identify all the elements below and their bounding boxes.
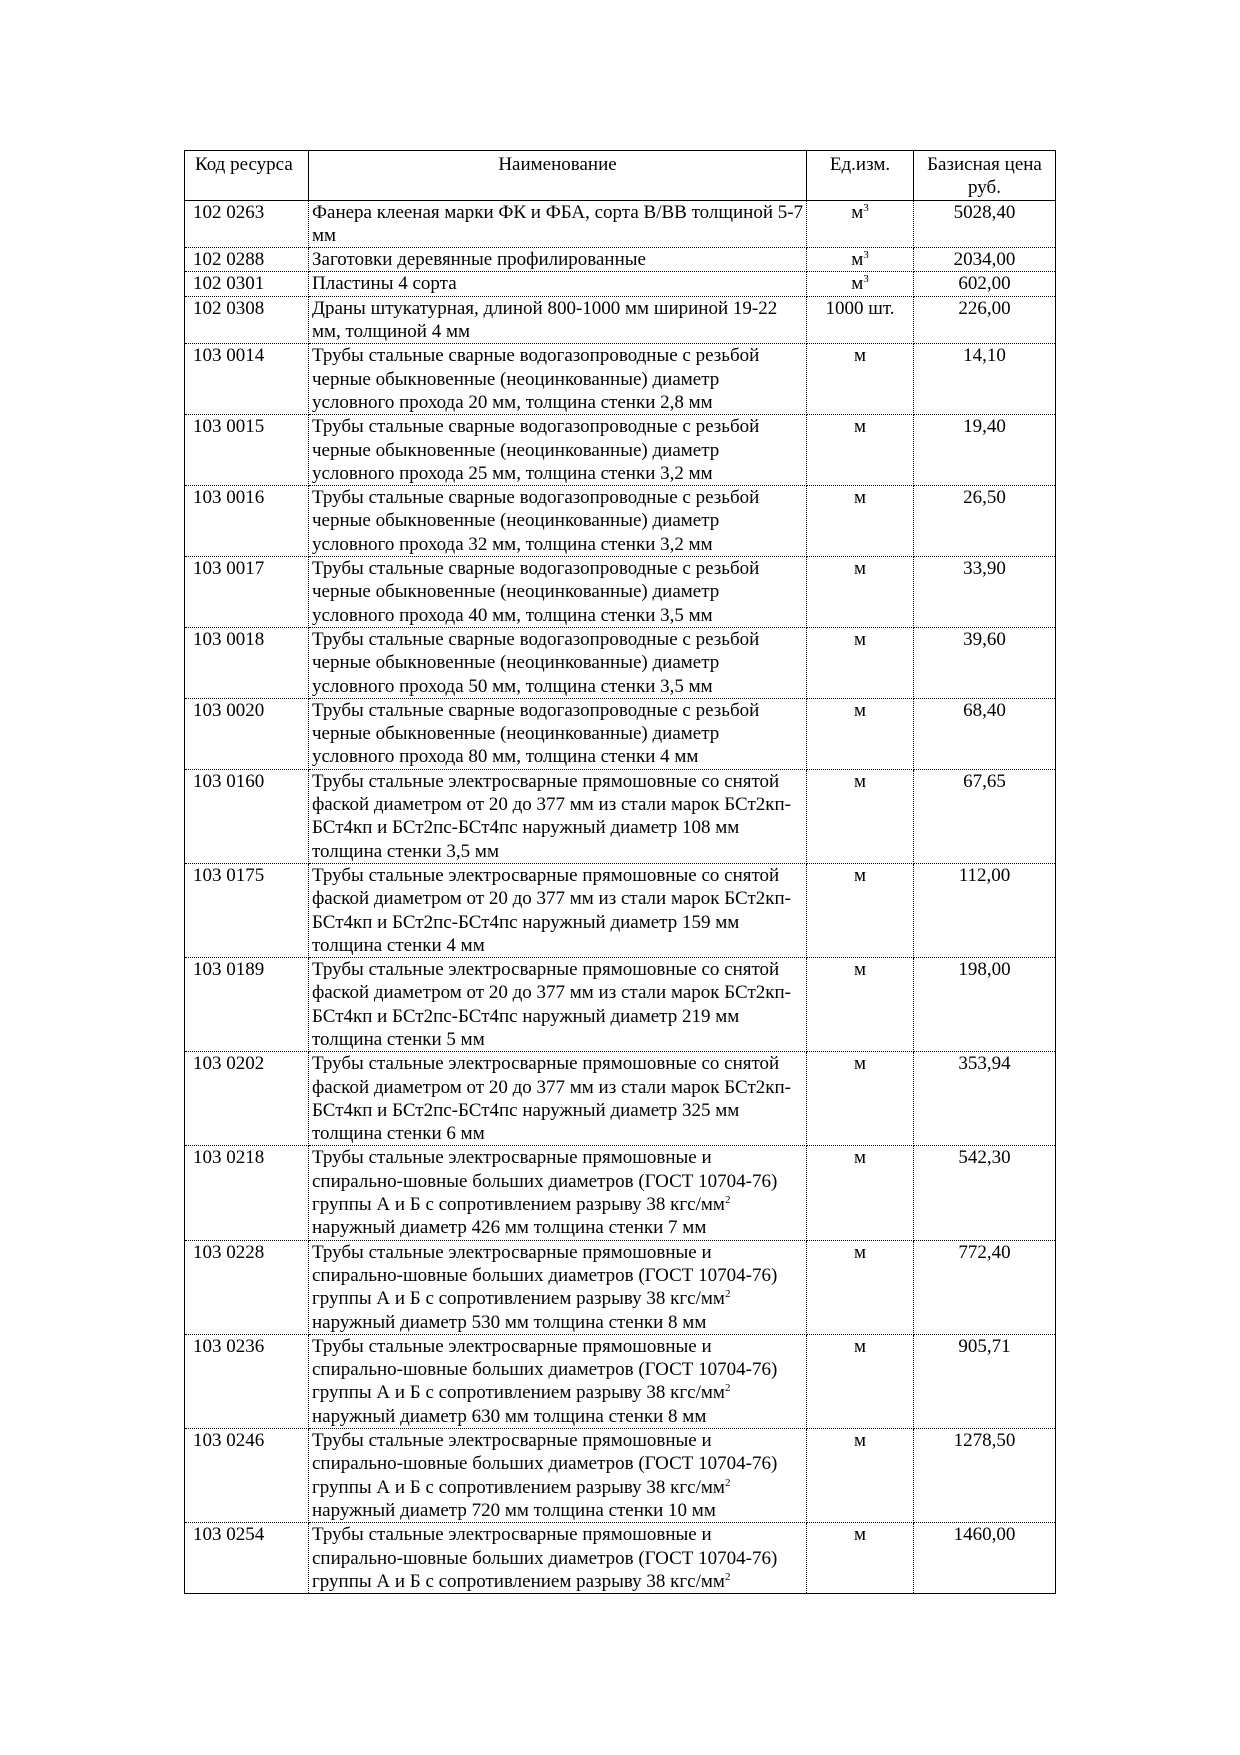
table-row bbox=[185, 863, 1056, 957]
cell-code: 102 0263 bbox=[185, 200, 309, 248]
cell-price: 542,30 bbox=[914, 1146, 1056, 1240]
table-row bbox=[185, 415, 1056, 486]
cell-unit bbox=[807, 248, 914, 272]
cell-name: Трубы стальные сварные водогазопроводные с резьбой черные обыкновенные (неоцинкованные) диаметр условного прохода 25 мм, толщина стенки 3,2 мм bbox=[309, 415, 807, 486]
header-name: Наименование bbox=[309, 151, 807, 201]
cell-code: 103 0218 bbox=[185, 1146, 309, 1240]
cell-price: 1278,50 bbox=[914, 1429, 1056, 1523]
cell-name-text: Трубы стальные электросварные прямошовные и спирально-шовные больших диаметров (ГОСТ 10704-76) группы А и Б с сопротивлением разрыву 38 кгс/мм bbox=[312, 1335, 778, 1404]
cell-name: Трубы стальные сварные водогазопроводные с резьбой черные обыкновенные (неоцинкованные) диаметр условного прохода 20 мм, толщина стенки 2,8 мм bbox=[309, 344, 807, 415]
cell-price: 905,71 bbox=[914, 1334, 1056, 1428]
cell-price: 2034,00 bbox=[914, 248, 1056, 272]
cell-unit-text: м bbox=[851, 201, 864, 223]
cell-price: 1460,00 bbox=[914, 1523, 1056, 1594]
table-row bbox=[185, 296, 1056, 344]
cell-unit bbox=[807, 415, 914, 486]
cell-unit-text: м bbox=[853, 416, 867, 438]
cell-code: 103 0254 bbox=[185, 1523, 309, 1594]
cell-price: 226,00 bbox=[914, 296, 1056, 344]
resource-price-table bbox=[184, 150, 1056, 1594]
table-row bbox=[185, 958, 1056, 1052]
table-header-row bbox=[185, 151, 1056, 201]
cell-code: 102 0301 bbox=[185, 272, 309, 296]
cell-unit-text: м bbox=[853, 558, 867, 580]
cell-price: 68,40 bbox=[914, 698, 1056, 769]
cell-code: 103 0020 bbox=[185, 698, 309, 769]
cell-unit-text: м bbox=[853, 1053, 867, 1075]
table-body bbox=[185, 200, 1056, 1594]
cell-price: 19,40 bbox=[914, 415, 1056, 486]
cell-name bbox=[309, 1146, 807, 1240]
cell-unit-text: м bbox=[853, 864, 867, 886]
cell-name-superscript: 2 bbox=[724, 1570, 731, 1583]
cell-name: Трубы стальные электросварные прямошовные со снятой фаской диаметром от 20 до 377 мм из стали марок БСт2кп-БСт4кп и БСт2пс-БСт4пс наружный диаметр 325 мм толщина стенки 6 мм bbox=[309, 1052, 807, 1146]
cell-name: Фанера клееная марки ФК и ФБА, сорта В/ВВ толщиной 5-7 мм bbox=[309, 200, 807, 248]
cell-unit bbox=[807, 1052, 914, 1146]
table-row bbox=[185, 1240, 1056, 1334]
table-row bbox=[185, 200, 1056, 248]
cell-name-text: Трубы стальные электросварные прямошовные и спирально-шовные больших диаметров (ГОСТ 10704-76) группы А и Б с сопротивлением разрыву 38 кгс/мм bbox=[312, 1430, 778, 1498]
cell-code: 103 0228 bbox=[185, 1240, 309, 1334]
cell-name bbox=[309, 1523, 807, 1594]
table-row bbox=[185, 698, 1056, 769]
table-row bbox=[185, 344, 1056, 415]
cell-unit bbox=[807, 486, 914, 557]
cell-unit bbox=[807, 1523, 914, 1594]
cell-price: 5028,40 bbox=[914, 200, 1056, 248]
cell-price: 67,65 bbox=[914, 769, 1056, 863]
cell-unit bbox=[807, 344, 914, 415]
cell-unit-text: м bbox=[853, 487, 867, 509]
cell-price: 112,00 bbox=[914, 863, 1056, 957]
cell-name: Пластины 4 сорта bbox=[309, 272, 807, 296]
cell-code: 103 0015 bbox=[185, 415, 309, 486]
cell-code: 103 0202 bbox=[185, 1052, 309, 1146]
cell-code: 103 0175 bbox=[185, 863, 309, 957]
cell-unit bbox=[807, 698, 914, 769]
cell-price: 26,50 bbox=[914, 486, 1056, 557]
cell-unit bbox=[807, 1429, 914, 1523]
table-row bbox=[185, 1429, 1056, 1523]
cell-unit-text: м bbox=[853, 1241, 867, 1263]
cell-name bbox=[309, 1334, 807, 1428]
table-row bbox=[185, 1146, 1056, 1240]
table-row bbox=[185, 486, 1056, 557]
cell-name: Трубы стальные сварные водогазопроводные с резьбой черные обыкновенные (неоцинкованные) диаметр условного прохода 50 мм, толщина стенки 3,5 мм bbox=[309, 627, 807, 698]
cell-name-text: Трубы стальные электросварные прямошовные и спирально-шовные больших диаметров (ГОСТ 10704-76) группы А и Б с сопротивлением разрыву 38 кгс/мм bbox=[312, 1147, 778, 1216]
cell-price: 33,90 bbox=[914, 557, 1056, 628]
cell-name: Трубы стальные сварные водогазопроводные с резьбой черные обыкновенные (неоцинкованные) диаметр условного прохода 32 мм, толщина стенки 3,2 мм bbox=[309, 486, 807, 557]
cell-unit-text: м bbox=[853, 628, 867, 650]
cell-code: 103 0018 bbox=[185, 627, 309, 698]
cell-unit-text: м bbox=[851, 273, 864, 295]
cell-unit-superscript: 3 bbox=[863, 273, 869, 286]
cell-name: Трубы стальные электросварные прямошовные со снятой фаской диаметром от 20 до 377 мм из стали марок БСт2кп-БСт4кп и БСт2пс-БСт4пс наружный диаметр 219 мм толщина стенки 5 мм bbox=[309, 958, 807, 1052]
header-price: Базисная цена руб. bbox=[914, 151, 1056, 201]
cell-unit-text: м bbox=[853, 959, 867, 981]
cell-name-text-continued: наружный диаметр 530 мм толщина стенки 8 мм bbox=[312, 1311, 707, 1333]
cell-price: 772,40 bbox=[914, 1240, 1056, 1334]
cell-unit bbox=[807, 1240, 914, 1334]
header-unit: Ед.изм. bbox=[807, 151, 914, 201]
cell-name: Драны штукатурная, длиной 800-1000 мм шириной 19-22 мм, толщиной 4 мм bbox=[309, 296, 807, 344]
cell-name-text-continued: наружный диаметр 630 мм толщина стенки 8 мм bbox=[312, 1405, 707, 1427]
cell-unit-text: м bbox=[853, 1430, 867, 1452]
cell-name: Трубы стальные сварные водогазопроводные с резьбой черные обыкновенные (неоцинкованные) диаметр условного прохода 80 мм, толщина стенки 4 мм bbox=[309, 698, 807, 769]
cell-unit-superscript: 3 bbox=[863, 201, 869, 214]
cell-unit-text: м bbox=[853, 345, 867, 367]
cell-unit bbox=[807, 863, 914, 957]
cell-unit bbox=[807, 627, 914, 698]
table-row bbox=[185, 557, 1056, 628]
cell-unit-text: 1000 шт. bbox=[825, 297, 895, 319]
cell-name-superscript: 2 bbox=[724, 1476, 731, 1489]
cell-unit bbox=[807, 272, 914, 296]
cell-name-text: Трубы стальные электросварные прямошовные и спирально-шовные больших диаметров (ГОСТ 10704-76) группы А и Б с сопротивлением разрыву 38 кгс/мм bbox=[312, 1524, 778, 1592]
cell-code: 102 0308 bbox=[185, 296, 309, 344]
cell-unit bbox=[807, 200, 914, 248]
cell-name: Трубы стальные сварные водогазопроводные с резьбой черные обыкновенные (неоцинкованные) диаметр условного прохода 40 мм, толщина стенки 3,5 мм bbox=[309, 557, 807, 628]
cell-unit-text: м bbox=[853, 1335, 867, 1357]
header-code: Код ресурса bbox=[185, 151, 309, 201]
cell-code: 103 0160 bbox=[185, 769, 309, 863]
cell-unit bbox=[807, 1334, 914, 1428]
cell-name: Трубы стальные электросварные прямошовные со снятой фаской диаметром от 20 до 377 мм из стали марок БСт2кп-БСт4кп и БСт2пс-БСт4пс наружный диаметр 159 мм толщина стенки 4 мм bbox=[309, 863, 807, 957]
cell-code: 103 0017 bbox=[185, 557, 309, 628]
cell-name-superscript: 2 bbox=[724, 1194, 731, 1207]
cell-name bbox=[309, 1240, 807, 1334]
cell-unit-text: м bbox=[853, 699, 867, 721]
table-row bbox=[185, 1052, 1056, 1146]
table-row bbox=[185, 627, 1056, 698]
cell-unit-text: м bbox=[851, 249, 864, 271]
cell-name-superscript: 2 bbox=[724, 1382, 731, 1395]
table-row bbox=[185, 1523, 1056, 1594]
cell-name bbox=[309, 1429, 807, 1523]
cell-unit-text: м bbox=[853, 1147, 867, 1169]
cell-unit bbox=[807, 557, 914, 628]
cell-code: 103 0236 bbox=[185, 1334, 309, 1428]
cell-unit bbox=[807, 296, 914, 344]
cell-code: 103 0189 bbox=[185, 958, 309, 1052]
cell-unit bbox=[807, 769, 914, 863]
cell-code: 103 0016 bbox=[185, 486, 309, 557]
cell-code: 102 0288 bbox=[185, 248, 309, 272]
table-row bbox=[185, 272, 1056, 296]
table-row bbox=[185, 769, 1056, 863]
cell-price: 14,10 bbox=[914, 344, 1056, 415]
cell-unit bbox=[807, 1146, 914, 1240]
cell-price: 198,00 bbox=[914, 958, 1056, 1052]
cell-name: Заготовки деревянные профилированные bbox=[309, 248, 807, 272]
cell-price: 602,00 bbox=[914, 272, 1056, 296]
cell-unit-superscript: 3 bbox=[863, 249, 869, 262]
cell-name-superscript: 2 bbox=[724, 1288, 731, 1301]
cell-price: 353,94 bbox=[914, 1052, 1056, 1146]
cell-name-text: Трубы стальные электросварные прямошовные и спирально-шовные больших диаметров (ГОСТ 10704-76) группы А и Б с сопротивлением разрыву 38 кгс/мм bbox=[312, 1241, 778, 1310]
cell-name: Трубы стальные электросварные прямошовные со снятой фаской диаметром от 20 до 377 мм из стали марок БСт2кп-БСт4кп и БСт2пс-БСт4пс наружный диаметр 108 мм толщина стенки 3,5 мм bbox=[309, 769, 807, 863]
cell-name-text-continued: наружный диаметр 720 мм толщина стенки 10 мм bbox=[312, 1499, 716, 1521]
cell-code: 103 0246 bbox=[185, 1429, 309, 1523]
cell-unit-text: м bbox=[853, 1524, 867, 1546]
table-row bbox=[185, 248, 1056, 272]
cell-unit-text: м bbox=[853, 770, 867, 792]
table-row bbox=[185, 1334, 1056, 1428]
cell-code: 103 0014 bbox=[185, 344, 309, 415]
cell-name-text-continued: наружный диаметр 426 мм толщина стенки 7 мм bbox=[312, 1217, 707, 1239]
cell-price: 39,60 bbox=[914, 627, 1056, 698]
cell-unit bbox=[807, 958, 914, 1052]
